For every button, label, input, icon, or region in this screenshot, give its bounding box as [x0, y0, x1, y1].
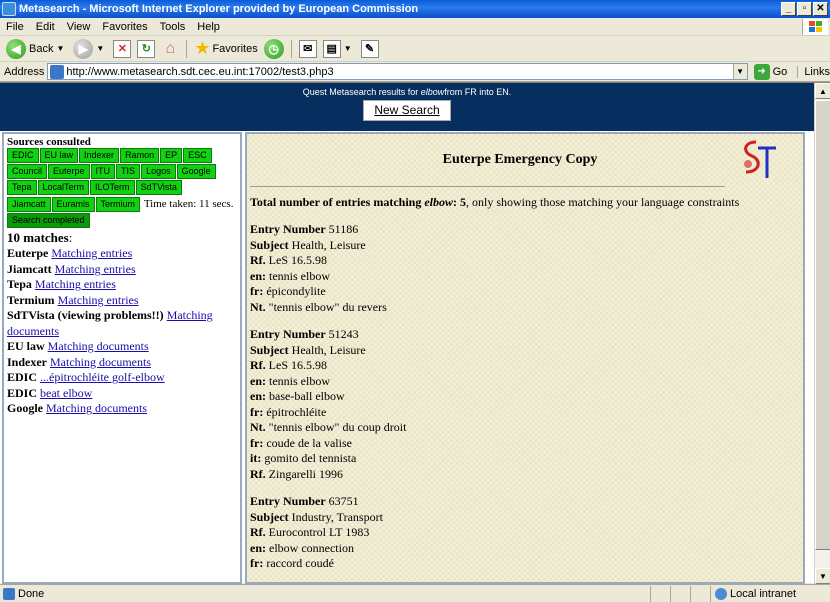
- field-value: épitrochléite: [266, 404, 327, 419]
- menu-file[interactable]: File: [6, 20, 24, 33]
- address-url[interactable]: http://www.metasearch.sdt.cec.eu.int:17002/test3.php3: [66, 65, 334, 78]
- entry-number: 51243: [328, 327, 359, 341]
- result-item: [7, 262, 237, 278]
- home-button[interactable]: [158, 38, 182, 60]
- result-item: [7, 293, 237, 309]
- result-link[interactable]: Matching entries: [54, 261, 136, 276]
- edit-page-icon: ✎: [361, 40, 379, 58]
- source-chip[interactable]: Indexer: [79, 148, 119, 163]
- go-arrow-icon: ➜: [754, 64, 770, 80]
- result-link[interactable]: ...épitrochléite golf-elbow: [40, 370, 165, 384]
- result-item: [7, 277, 237, 293]
- page-viewport: [0, 82, 830, 583]
- field-value: coude de la valise: [266, 435, 352, 450]
- time-taken: Time taken: 11 secs.: [143, 198, 234, 210]
- field-value: Eurocontrol LT 1983: [268, 525, 370, 539]
- field-value: "tennis elbow" du coup droit: [268, 420, 407, 434]
- menu-tools[interactable]: Tools: [159, 20, 186, 33]
- source-chip[interactable]: Euterpe: [48, 164, 90, 179]
- result-source: EU law: [7, 339, 45, 353]
- result-source: Google: [7, 401, 43, 415]
- source-chip[interactable]: Euramis: [52, 197, 95, 212]
- source-chip[interactable]: SdTVista: [136, 180, 182, 195]
- field-key: fr:: [250, 556, 264, 570]
- menu-bar: [0, 18, 830, 36]
- history-button[interactable]: [261, 38, 287, 60]
- results-header: [250, 134, 800, 186]
- field-key: Rf.: [250, 253, 266, 267]
- field-value: tennis elbow: [269, 268, 330, 283]
- ie-icon: [2, 2, 16, 16]
- chevron-down-icon: ▼: [96, 44, 105, 53]
- status-cell: [650, 586, 670, 602]
- result-source: SdTVista (viewing problems!!): [7, 308, 164, 322]
- field-value: Zingarelli 1996: [268, 466, 343, 481]
- result-source: Euterpe: [7, 246, 49, 260]
- intranet-icon: [715, 588, 727, 600]
- search-info: [0, 83, 814, 97]
- address-bar: [0, 62, 830, 82]
- menu-help[interactable]: Help: [197, 20, 220, 33]
- field-key: en:: [250, 373, 266, 388]
- results-title: Euterpe Emergency Copy: [442, 152, 598, 167]
- sdt-logo-icon: [736, 138, 780, 180]
- mail-button[interactable]: [296, 38, 320, 60]
- result-source: EDIC: [7, 385, 38, 400]
- source-chip[interactable]: LocalTerm: [38, 180, 90, 195]
- entry: [250, 222, 800, 315]
- sources-list: [7, 148, 237, 229]
- mail-icon: ✉: [299, 40, 317, 58]
- field-key: it:: [250, 451, 262, 465]
- minimize-button[interactable]: _: [781, 2, 796, 16]
- title-bar: [0, 0, 830, 18]
- field-key: en:: [250, 389, 266, 403]
- menu-view[interactable]: View: [66, 20, 91, 33]
- sources-title: Sources consulted: [7, 136, 91, 148]
- entry-number: 63751: [328, 494, 359, 508]
- back-label: Back: [29, 42, 54, 55]
- result-item: [7, 339, 237, 355]
- close-button[interactable]: ✕: [813, 2, 828, 16]
- toolbar-separator: [186, 40, 187, 58]
- new-search-button[interactable]: [363, 100, 451, 121]
- source-chip[interactable]: Termium: [96, 197, 141, 212]
- status-cell: [690, 586, 710, 602]
- vertical-scrollbar[interactable]: [814, 83, 830, 584]
- scroll-down-icon[interactable]: ▼: [815, 568, 830, 584]
- source-chip[interactable]: EU law: [40, 148, 79, 163]
- entry-subject: Health, Leisure: [291, 237, 366, 252]
- entry-number-label: Entry Number: [250, 327, 326, 341]
- entry: [250, 327, 800, 482]
- subject-label: Subject: [250, 342, 289, 357]
- new-search-label: New Search: [374, 103, 440, 117]
- page-done-icon: [3, 588, 15, 600]
- security-zone: [710, 586, 830, 602]
- scroll-up-icon[interactable]: ▲: [815, 83, 830, 99]
- result-link[interactable]: Matching documents: [47, 339, 149, 353]
- result-source: EDIC: [7, 370, 38, 384]
- results-frame: [245, 132, 805, 584]
- search-completed-badge: Search completed: [7, 213, 90, 228]
- search-info-suffix: from FR into EN.: [444, 87, 512, 97]
- source-chip[interactable]: Logos: [141, 164, 176, 179]
- entry-subject: Industry, Transport: [291, 509, 383, 524]
- result-source: Termium: [7, 292, 55, 307]
- entry-number-label: Entry Number: [250, 494, 326, 508]
- source-chip[interactable]: ILOTerm: [90, 180, 135, 195]
- refresh-icon: ↻: [137, 40, 155, 58]
- field-value: tennis elbow: [269, 373, 330, 388]
- result-link[interactable]: Matching entries: [51, 246, 133, 260]
- search-info-prefix: Quest Metasearch results for: [302, 87, 421, 97]
- print-button[interactable]: [320, 38, 358, 60]
- entry: [250, 494, 800, 572]
- stop-icon: ✕: [113, 40, 131, 58]
- subject-label: Subject: [250, 509, 289, 524]
- address-label: Address: [4, 65, 45, 78]
- status-text: Done: [18, 587, 45, 600]
- field-value: "tennis elbow" du revers: [268, 299, 387, 314]
- scroll-thumb[interactable]: [815, 100, 830, 550]
- go-label: Go: [772, 65, 788, 78]
- matches-count-text: 10 matches: [7, 230, 69, 245]
- forward-button[interactable]: [70, 38, 110, 60]
- result-link[interactable]: Matching entries: [34, 277, 116, 291]
- entry-number: 51186: [328, 222, 359, 236]
- back-button[interactable]: [3, 38, 70, 60]
- divider: [250, 186, 725, 187]
- menu-favorites[interactable]: Favorites: [102, 20, 148, 33]
- source-chip[interactable]: ESC: [183, 148, 212, 163]
- windows-logo-icon: [802, 19, 828, 35]
- chevron-down-icon: ▼: [56, 44, 65, 53]
- star-icon: ★: [194, 38, 211, 58]
- toolbar-separator: [291, 40, 292, 58]
- source-chip[interactable]: EP: [160, 148, 182, 163]
- source-chip[interactable]: TIS: [116, 164, 140, 179]
- result-link[interactable]: Matching documents: [46, 401, 147, 415]
- favorites-label: Favorites: [212, 42, 258, 55]
- field-value: raccord coudé: [266, 556, 334, 570]
- maximize-button[interactable]: ▫: [797, 2, 812, 16]
- home-icon: ⌂: [165, 39, 176, 57]
- field-value: elbow connection: [269, 540, 354, 555]
- status-cell: [670, 586, 690, 602]
- history-icon: ◷: [264, 39, 284, 59]
- field-key: fr:: [250, 284, 264, 298]
- matches-colon: :: [68, 230, 73, 245]
- edit-button[interactable]: [358, 38, 382, 60]
- subject-label: Subject: [250, 237, 289, 252]
- result-link[interactable]: Matching documents: [7, 308, 213, 338]
- field-key: Nt.: [250, 420, 266, 434]
- page-icon: [50, 65, 64, 79]
- field-value: épicondylite: [266, 284, 326, 298]
- field-key: en:: [250, 268, 266, 283]
- print-icon: ▤: [323, 40, 341, 58]
- source-chip[interactable]: Ramon: [120, 148, 159, 163]
- favorites-button[interactable]: [191, 38, 260, 60]
- sources-frame: [2, 132, 242, 584]
- back-arrow-icon: ◀: [6, 39, 26, 59]
- forward-arrow-icon: ▶: [73, 39, 93, 59]
- address-dropdown-icon[interactable]: ▼: [733, 64, 747, 79]
- total-label: Total number of entries matching: [250, 195, 425, 209]
- result-source: Tepa: [7, 277, 32, 291]
- matches-count: [7, 230, 237, 246]
- field-key: fr:: [250, 435, 264, 450]
- source-chip[interactable]: Council: [7, 164, 47, 179]
- result-item: [7, 246, 237, 262]
- field-key: Rf.: [250, 466, 266, 481]
- result-item: [7, 355, 237, 371]
- search-header: [0, 83, 814, 131]
- result-link[interactable]: Matching entries: [57, 292, 139, 307]
- source-chip[interactable]: Jiamcatt: [7, 197, 51, 212]
- field-key: fr:: [250, 404, 264, 419]
- field-value: gomito del tennista: [264, 451, 357, 465]
- field-value: LeS 16.5.98: [268, 358, 328, 372]
- results-list: [7, 246, 237, 417]
- source-chip[interactable]: EDIC: [7, 148, 39, 163]
- result-source: Jiamcatt: [7, 261, 52, 276]
- field-value: base-ball elbow: [269, 389, 345, 403]
- total-number: : 5: [453, 195, 467, 209]
- search-info-term: elbow: [420, 87, 445, 97]
- address-input[interactable]: [47, 63, 747, 80]
- field-key: Rf.: [250, 525, 266, 539]
- entry-number-label: Entry Number: [250, 222, 326, 236]
- chevron-down-icon: ▼: [343, 44, 352, 53]
- result-link[interactable]: Matching documents: [50, 354, 151, 369]
- links-button[interactable]: Links: [797, 66, 830, 78]
- result-item: [7, 386, 237, 402]
- window-title: Metasearch - Microsoft Internet Explorer provided by European Commission: [19, 3, 419, 15]
- field-key: en:: [250, 540, 266, 555]
- result-item: [7, 308, 237, 339]
- source-chip[interactable]: ITU: [91, 164, 116, 179]
- field-key: Nt.: [250, 299, 266, 314]
- zone-label: Local intranet: [730, 587, 797, 600]
- result-source: Indexer: [7, 354, 47, 369]
- result-item: [7, 370, 237, 386]
- result-item: [7, 401, 237, 417]
- entry-subject: Health, Leisure: [291, 342, 366, 357]
- source-chip[interactable]: Google: [177, 164, 216, 179]
- source-chip[interactable]: Tepa: [7, 180, 37, 195]
- status-bar: [0, 584, 830, 602]
- go-button[interactable]: [754, 64, 788, 80]
- refresh-button[interactable]: [134, 38, 158, 60]
- total-count: [250, 195, 800, 210]
- total-term: elbow: [424, 195, 454, 209]
- field-value: LeS 16.5.98: [268, 253, 328, 267]
- total-suffix: , only showing those matching your language constraints: [466, 195, 740, 209]
- result-link[interactable]: beat elbow: [40, 385, 93, 400]
- stop-button[interactable]: [110, 38, 134, 60]
- field-key: Rf.: [250, 358, 266, 372]
- toolbar: [0, 36, 830, 62]
- menu-edit[interactable]: Edit: [35, 20, 55, 33]
